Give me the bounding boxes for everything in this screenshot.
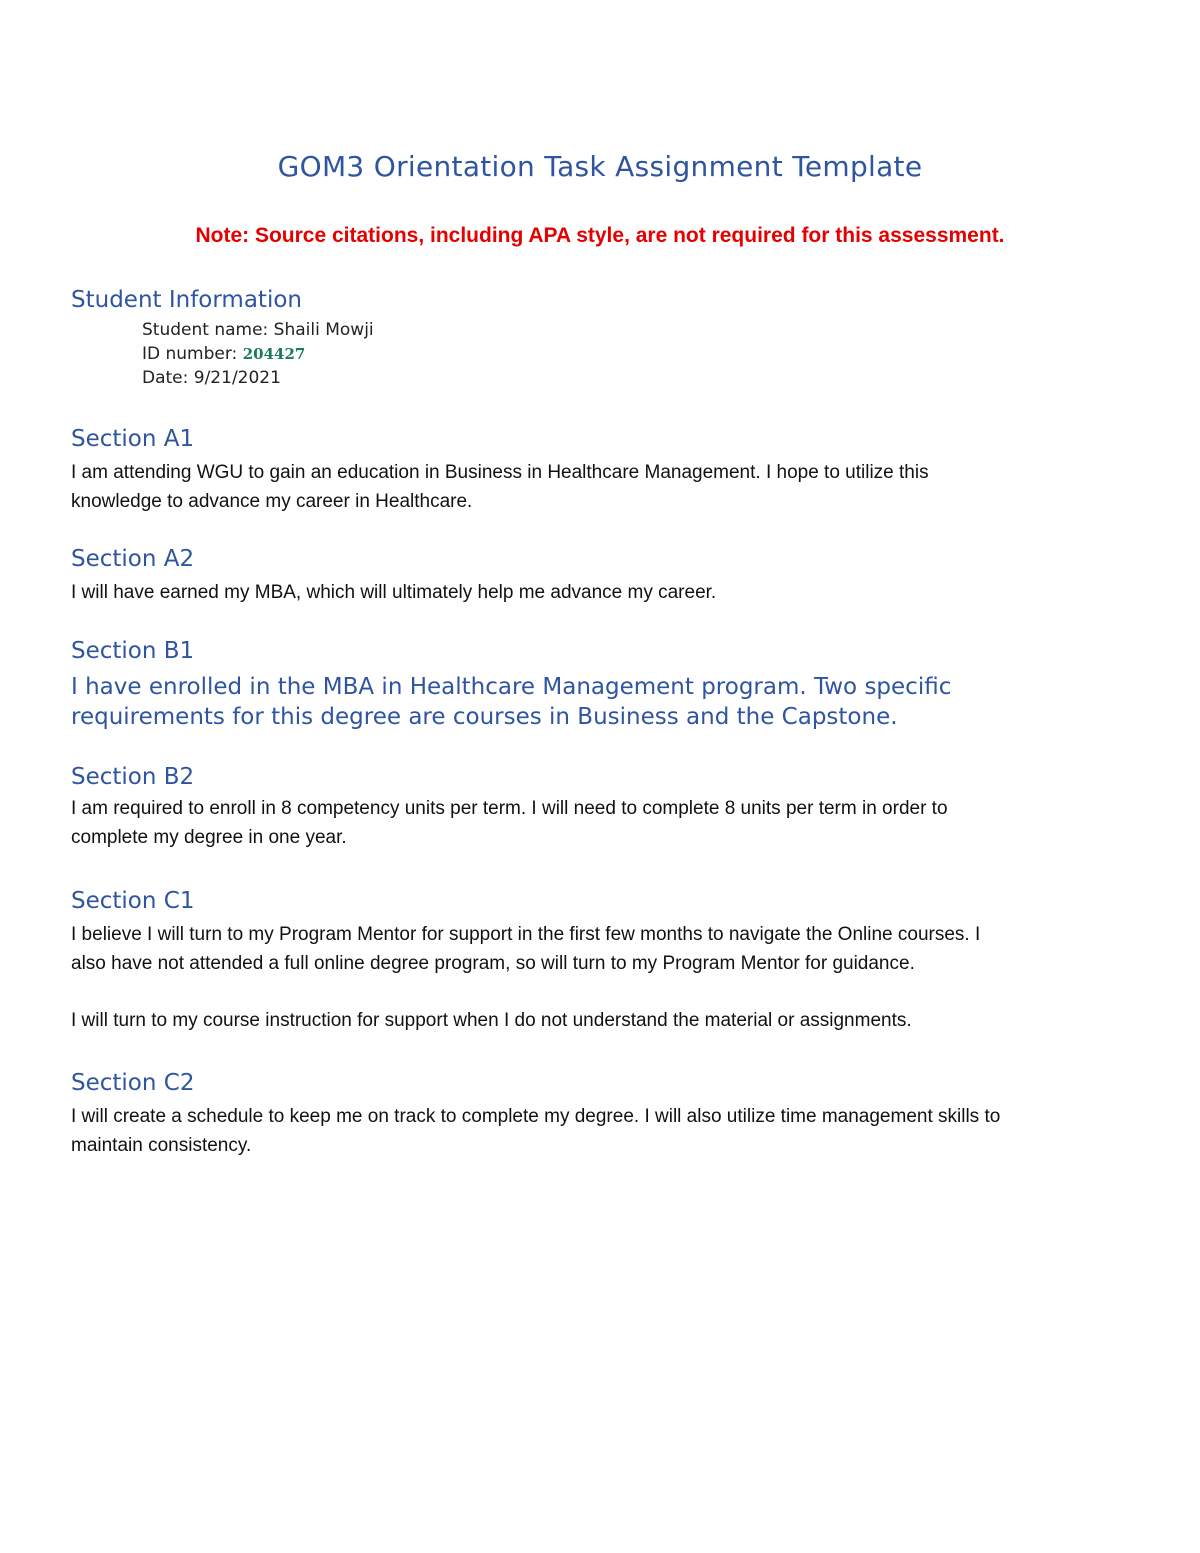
student-name-value: Shaili Mowji xyxy=(273,320,374,340)
section-c1-line: also have not attended a full online degree program, so will turn to my Program Mentor for guidance. xyxy=(71,953,915,974)
section-c1-paragraph-2-line: I will turn to my course instruction for support when I do not understand the material or assignments. xyxy=(71,1010,912,1031)
document-title: GOM3 Orientation Task Assignment Template xyxy=(277,150,923,183)
date-label: Date: xyxy=(142,368,194,388)
section-a2-body xyxy=(71,578,1146,607)
section-a1-body xyxy=(71,458,1146,516)
id-number-label: ID number: xyxy=(142,344,243,364)
citation-note: Note: Source citations, including APA style, are not required for this assessment. xyxy=(195,224,1005,247)
student-name-line xyxy=(142,320,374,340)
section-b1-body xyxy=(71,672,1171,732)
section-a1-line: knowledge to advance my career in Healthcare. xyxy=(71,491,473,512)
section-a1-heading: Section A1 xyxy=(71,426,195,452)
section-b2-line: I am required to enroll in 8 competency units per term. I will need to complete 8 units per term in order to xyxy=(71,798,948,819)
section-b1-heading: Section B1 xyxy=(71,638,195,664)
student-information-heading: Student Information xyxy=(71,287,302,313)
student-name-label: Student name: xyxy=(142,320,274,340)
section-c2-line: I will create a schedule to keep me on track to complete my degree. I will also utilize time management skills to xyxy=(71,1106,1001,1127)
section-c1-heading: Section C1 xyxy=(71,888,195,914)
section-c2-line: maintain consistency. xyxy=(71,1135,252,1156)
section-c2-heading: Section C2 xyxy=(71,1070,195,1096)
date-value: 9/21/2021 xyxy=(193,368,281,388)
id-number-value: 204427 xyxy=(242,345,306,363)
section-b2-heading: Section B2 xyxy=(71,764,195,790)
section-a2-line: I will have earned my MBA, which will ultimately help me advance my career. xyxy=(71,582,717,603)
id-number-line xyxy=(142,344,305,364)
section-c1-line: I believe I will turn to my Program Mentor for support in the first few months to navigate the Online courses. I xyxy=(71,924,981,945)
section-b1-line: I have enrolled in the MBA in Healthcare Management program. Two specific xyxy=(71,674,952,700)
section-a2-heading: Section A2 xyxy=(71,546,195,572)
section-c1-paragraph-2 xyxy=(71,1006,1146,1035)
section-a1-line: I am attending WGU to gain an education in Business in Healthcare Management. I hope to utilize this xyxy=(71,462,929,483)
section-b2-line: complete my degree in one year. xyxy=(71,827,347,848)
section-c2-body xyxy=(71,1102,1146,1160)
section-b1-line: requirements for this degree are courses in Business and the Capstone. xyxy=(71,704,898,730)
date-line xyxy=(142,368,281,388)
section-b2-body xyxy=(71,794,1146,852)
section-c1-body xyxy=(71,920,1146,978)
